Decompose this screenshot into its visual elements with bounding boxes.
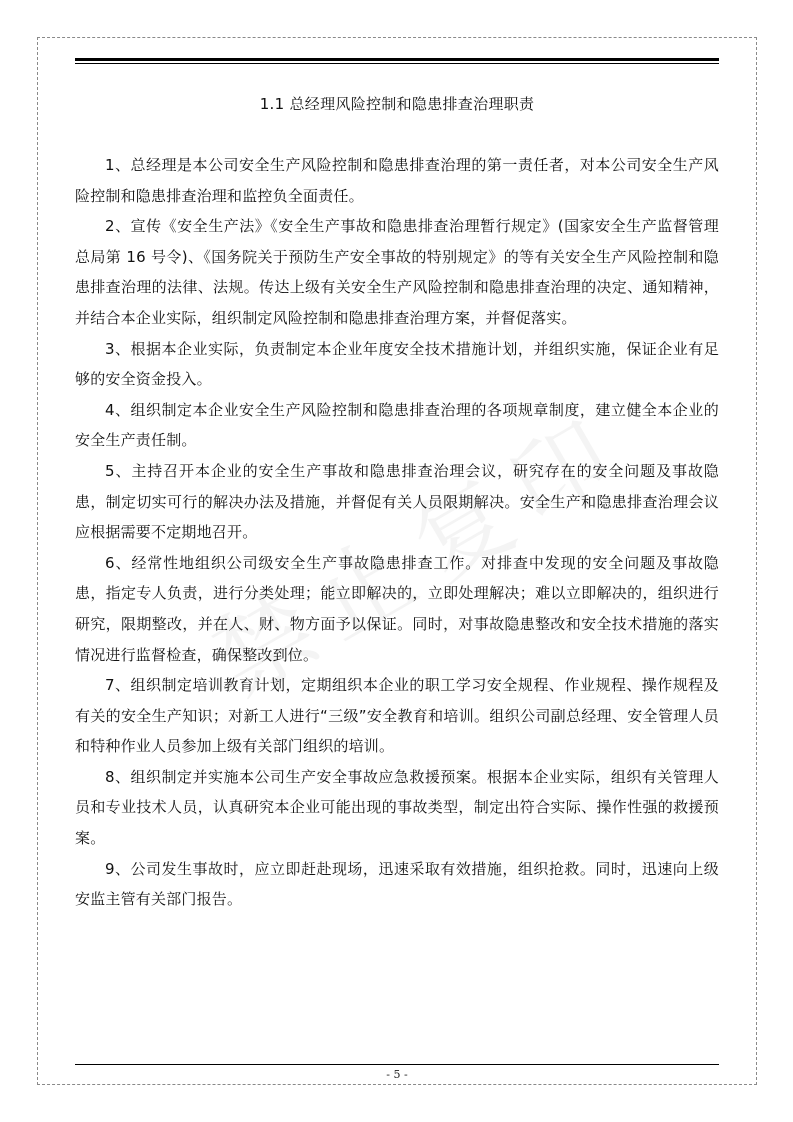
paragraph-6: 6、经常性地组织公司级安全生产事故隐患排查工作。对排查中发现的安全问题及事故隐患，指定专人负责，进行分类处理；能立即解决的，立即处理解决；难以立即解决的，组织进行研究，限期整改，并在人、财、物方面予以保证。同时，对事故隐患整改和安全技术措施的落实情况进行监督检查，确保整改到位。	[75, 553, 719, 664]
paragraph-8: 8、组织制定并实施本公司生产安全事故应急救援预案。根据本企业实际，组织有关管理人员和专业技术人员，认真研究本企业可能出现的事故类型，制定出符合实际、操作性强的救援预案。	[75, 767, 719, 848]
paragraph-9: 9、公司发生事故时，应立即赶赴现场，迅速采取有效措施，组织抢救。同时，迅速向上级安监主管有关部门报告。	[75, 859, 719, 909]
paragraph-4: 4、组织制定本企业安全生产风险控制和隐患排查治理的各项规章制度，建立健全本企业的安全生产责任制。	[75, 400, 719, 450]
section-title: 1.1 总经理风险控制和隐患排查治理职责	[259, 95, 535, 113]
page-number: - 5 -	[386, 1068, 408, 1081]
paragraph-3: 3、根据本企业实际，负责制定本企业年度安全技术措施计划，并组织实施，保证企业有足够的安全资金投入。	[75, 339, 719, 389]
paragraph-2: 2、宣传《安全生产法》《安全生产事故和隐患排查治理暂行规定》(国家安全生产监督管理总局第 16 号令)、《国务院关于预防生产安全事故的特别规定》的等有关安全生产风险控制和隐患排查治理的法律、法规。传达上级有关安全生产风险控制和隐患排查治理的决定、通知精神，并结合本企业实际，组织制定风险控制和隐患排查治理方案，并督促落实。	[75, 217, 719, 327]
paragraph-5: 5、主持召开本企业的安全生产事故和隐患排查治理会议，研究存在的安全问题及事故隐患，制定切实可行的解决办法及措施，并督促有关人员限期解决。安全生产和隐患排查治理会议应根据需要不定期地召开。	[75, 461, 719, 542]
paragraph-7: 7、组织制定培训教育计划，定期组织本企业的职工学习安全规程、作业规程、操作规程及有关的安全生产知识；对新工人进行“三级”安全教育和培训。组织公司副总经理、安全管理人员和特种作业人员参加上级有关部门组织的培训。	[75, 676, 719, 756]
header-rule	[75, 58, 719, 64]
paragraph-1: 1、总经理是本公司安全生产风险控制和隐患排查治理的第一责任者，对本公司安全生产风险控制和隐患排查治理和监控负全面责任。	[75, 156, 719, 205]
document-body	[75, 150, 719, 915]
footer-rule	[75, 1064, 719, 1065]
